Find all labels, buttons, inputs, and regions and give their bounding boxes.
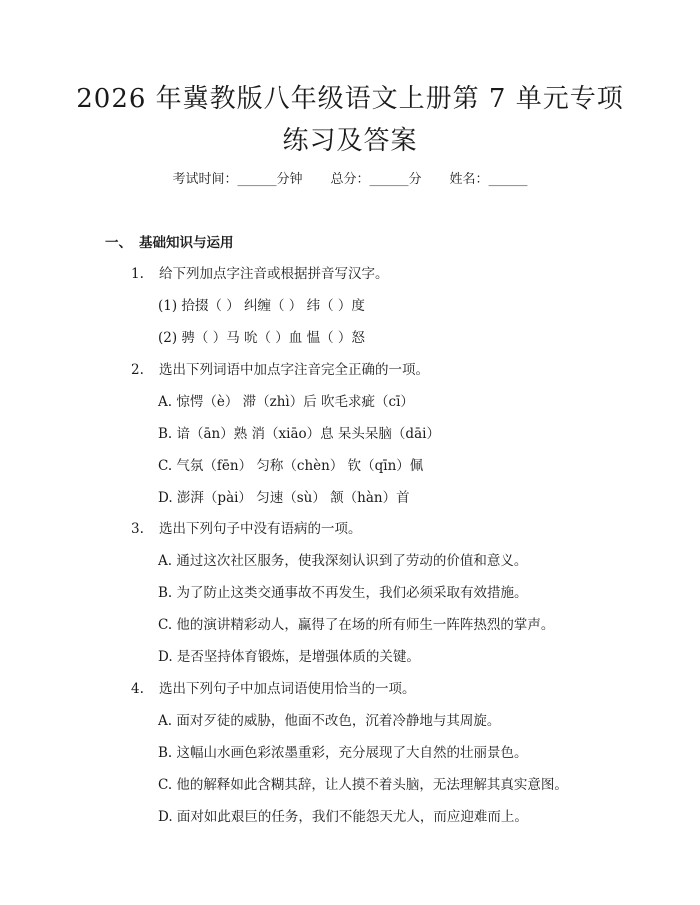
- question-4: [131, 677, 416, 697]
- section-number: 一、: [105, 235, 132, 251]
- question-number: 3.: [131, 521, 144, 537]
- question-text: 选出下列词语中加点字注音完全正确的一项。: [159, 362, 429, 378]
- question-3-option-d: D. 是否坚持体育锻炼，是增强体质的关键。: [158, 649, 420, 665]
- question-1-item-1: (1) 拾掇（ ） 纠缠（ ） 纬（ ）度: [158, 298, 365, 314]
- question-3-option-a: A. 通过这次社区服务，使我深刻认识到了劳动的价值和意义。: [158, 553, 528, 569]
- question-3-option-c: C. 他的演讲精彩动人，赢得了在场的所有师生一阵阵热烈的掌声。: [158, 617, 555, 633]
- exam-score: 总分：______分: [330, 172, 422, 187]
- question-2-option-d: D. 澎湃（pài） 匀速（sù） 颔（hàn）首: [158, 490, 410, 506]
- title-line-2: 练习及答案: [282, 126, 418, 156]
- question-4-option-a: A. 面对歹徒的威胁，他面不改色，沉着冷静地与其周旋。: [158, 713, 501, 729]
- document-title: [0, 78, 700, 162]
- question-2-option-c: C. 气氛（fēn） 匀称（chèn） 钦（qīn）佩: [158, 458, 424, 474]
- question-1-item-2: (2) 骋（ ）马 吮（ ）血 愠（ ）怒: [158, 330, 365, 346]
- question-1: [131, 262, 389, 282]
- question-4-option-d: D. 面对如此艰巨的任务，我们不能怨天尤人，而应迎难而上。: [158, 809, 528, 825]
- exam-time: 考试时间：______分钟: [172, 172, 303, 187]
- question-2-option-b: B. 谙（ān）熟 消（xiāo）息 呆头呆脑（dāi）: [158, 426, 440, 442]
- question-number: 4.: [131, 681, 144, 697]
- question-text: 给下列加点字注音或根据拼音写汉字。: [159, 266, 389, 282]
- section-title: 基础知识与运用: [139, 235, 234, 251]
- exam-name: 姓名：______: [449, 172, 528, 187]
- exam-meta: [0, 168, 700, 187]
- section-heading: [105, 231, 234, 251]
- question-2-option-a: A. 惊愕（è） 滞（zhì）后 吹毛求疵（cī）: [158, 394, 414, 410]
- question-text: 选出下列句子中没有语病的一项。: [159, 521, 362, 537]
- question-3: [131, 517, 362, 537]
- question-number: 1.: [131, 266, 144, 282]
- question-text: 选出下列句子中加点词语使用恰当的一项。: [159, 681, 416, 697]
- question-4-option-b: B. 这幅山水画色彩浓墨重彩，充分展现了大自然的壮丽景色。: [158, 745, 528, 761]
- title-line-1: 2026 年冀教版八年级语文上册第 7 单元专项: [76, 84, 624, 114]
- question-3-option-b: B. 为了防止这类交通事故不再发生，我们必须采取有效措施。: [158, 585, 528, 601]
- question-number: 2.: [131, 362, 144, 378]
- question-2: [131, 358, 429, 378]
- question-4-option-c: C. 他的解释如此含糊其辞，让人摸不着头脑，无法理解其真实意图。: [158, 777, 568, 793]
